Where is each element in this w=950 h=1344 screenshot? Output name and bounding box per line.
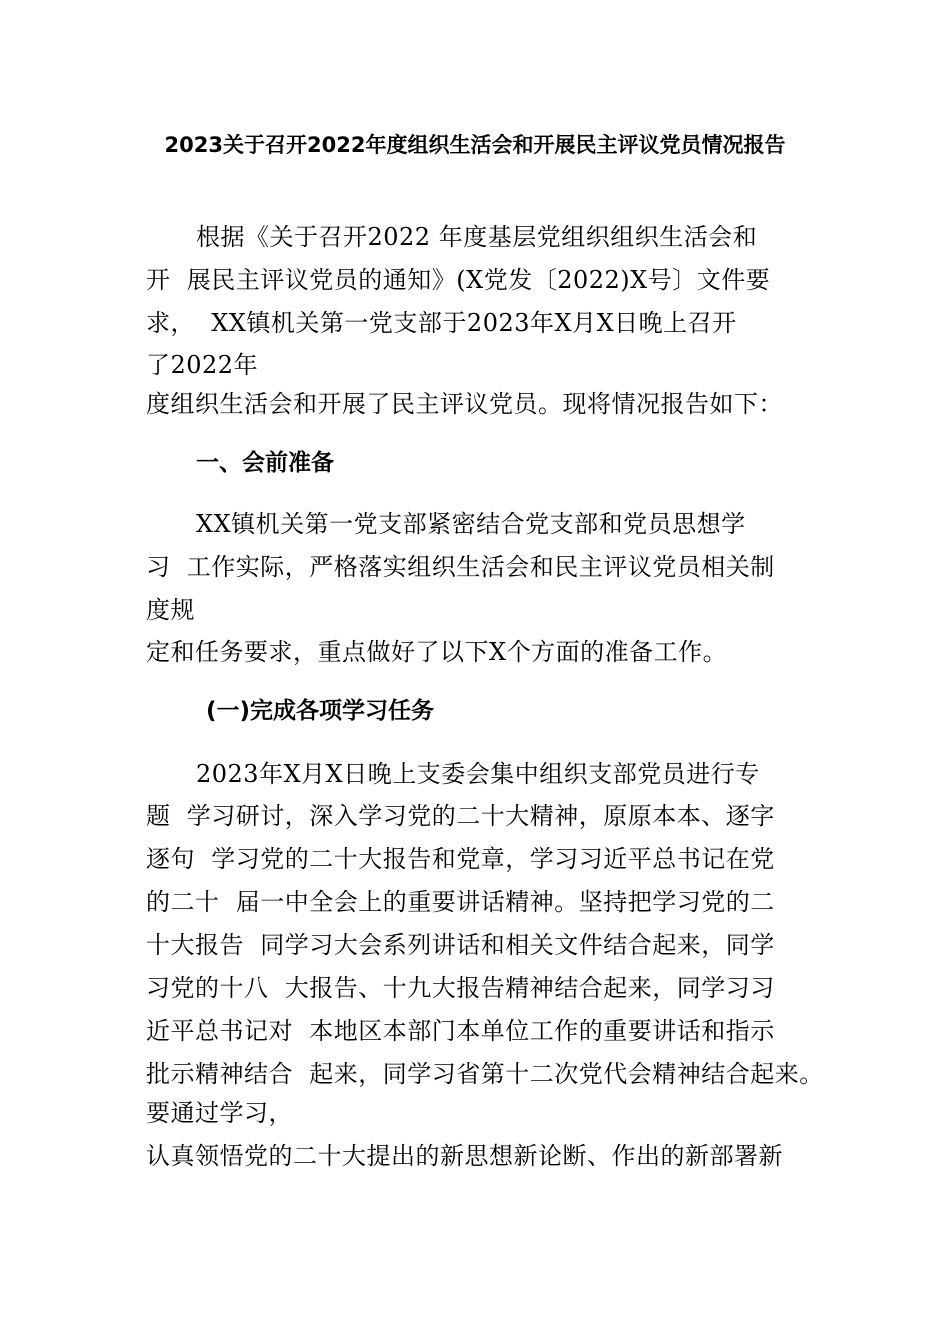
para2-line-4: 定和任务要求，重点做好了以下X个方面的准备工作。 bbox=[146, 638, 728, 666]
para3-line-1: 2023年X月X日晚上支委会集中组织支部党员进行专 bbox=[196, 760, 760, 788]
para2-line-3: 度规 bbox=[146, 596, 195, 624]
para1-line-1: 根据《关于召开2022 年度基层党组织组织生活会和 bbox=[196, 223, 758, 251]
section-heading-1: 一、会前准备 bbox=[196, 450, 334, 476]
para1-line-5: 度组织生活会和开展了民主评议党员。现将情况报告如下： bbox=[146, 390, 783, 418]
para2-line-2: 习 工作实际，严格落实组织生活会和民主评议党员相关制 bbox=[146, 553, 775, 581]
para3-line-5: 十大报告 同学习大会系列讲话和相关文件结合起来，同学 bbox=[146, 931, 775, 959]
para3-line-8: 批示精神结合 起来，同学习省第十二次党代会精神结合起来。 bbox=[146, 1060, 824, 1088]
para1-line-4: 了2022年 bbox=[146, 351, 259, 379]
para2-line-1: XX镇机关第一党支部紧密结合党支部和党员思想学 bbox=[196, 510, 746, 538]
para3-line-10: 认真领悟党的二十大提出的新思想新论断、作出的新部署新 bbox=[146, 1142, 783, 1170]
para3-line-6: 习党的十八 大报告、十九大报告精神结合起来，同学习习 bbox=[146, 974, 775, 1002]
para3-line-7: 近平总书记对 本地区本部门本单位工作的重要讲话和指示 bbox=[146, 1017, 775, 1045]
para3-line-3: 逐句 学习党的二十大报告和党章，学习习近平总书记在党 bbox=[146, 845, 775, 873]
para3-line-4: 的二十 届一中全会上的重要讲话精神。坚持把学习党的二 bbox=[146, 888, 775, 916]
para3-line-9: 要通过学习， bbox=[146, 1099, 293, 1127]
para1-line-3: 求， XX镇机关第一党支部于2023年X月X日晚上召开 bbox=[146, 309, 737, 337]
para1-line-2: 开 展民主评议党员的通知》(X党发〔2022)X号〕文件要 bbox=[146, 266, 771, 294]
subsection-heading-1: (一)完成各项学习任务 bbox=[206, 698, 435, 724]
document-title: 2023关于召开2022年度组织生活会和开展民主评议党员情况报告 bbox=[164, 133, 786, 157]
para3-line-2: 题 学习研讨，深入学习党的二十大精神，原原本本、逐字 bbox=[146, 802, 775, 830]
